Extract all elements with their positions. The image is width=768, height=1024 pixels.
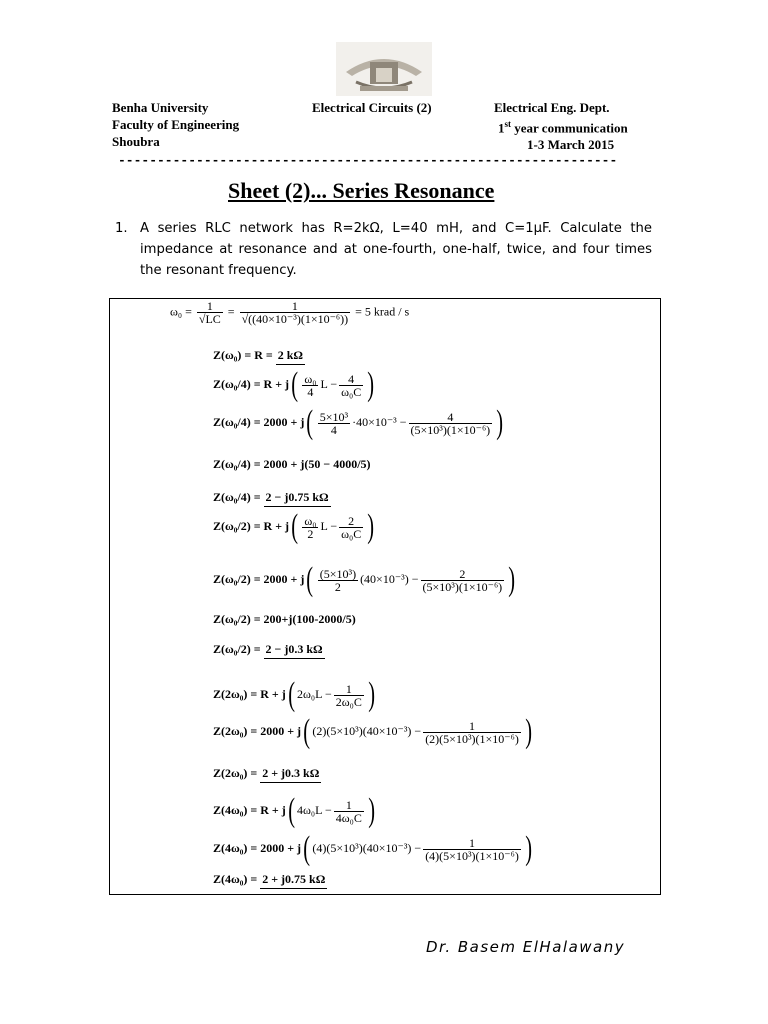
eq-half-1: Z(ω₀/2) = R + j( $\frac{\text{ω₀}}{2}$ L − $\frac{2}{\text{ω₀C}}$ ) — [213, 508, 375, 545]
sheet-title: Sheet (2)... Series Resonance — [228, 178, 495, 203]
campus-name: Shoubra — [112, 134, 160, 149]
eq-half-result: Z(ω₀/2) = 2 − j0.3 kΩ — [213, 643, 325, 655]
solution-box — [109, 298, 661, 895]
author-signature: Dr. Basem ElHalawany — [426, 938, 626, 956]
header-right — [494, 99, 628, 153]
eq-half-3: Z(ω₀/2) = 200+j(100-2000/5) — [213, 612, 356, 626]
faculty-name: Faculty of Engineering — [112, 117, 240, 132]
course-name: Electrical Circuits (2) — [312, 100, 432, 115]
eq-half-2: Z(ω₀/2) = 2000 + j( $\frac{\text{(5×10³)}}{2}$ (40×10⁻³) − $\frac{2}{\text{(5×10³)(1×10⁻⁶)}}$ ) — [213, 561, 516, 598]
problem-number: 1. — [115, 221, 128, 236]
header-separator: ---------------------------------------------------------------- — [118, 153, 618, 168]
eq-four-result: Z(4ω₀) = 2 + j0.75 kΩ — [213, 873, 327, 885]
eq-twice-1: Z(2ω₀) = R + j( 2ω₀L − $\frac{1}{\text{2ω₀C}}$ ) — [213, 676, 375, 713]
header-left — [112, 99, 239, 150]
university-name: Benha University — [112, 100, 209, 115]
year-info: 1st year communication — [498, 119, 628, 136]
eq-z-resonance: Z(ω₀) = R = 2 kΩ — [213, 349, 305, 361]
eq-quarter-3: Z(ω₀/4) = 2000 + j(50 − 4000/5) — [213, 457, 371, 471]
eq-quarter-2: Z(ω₀/4) = 2000 + j( $\frac{\text{5×10³}}{4}$ ·40×10⁻³ − $\frac{4}{\text{(5×10³)(1×10⁻⁶)}}$ ) — [213, 404, 504, 441]
eq-twice-result: Z(2ω₀) = 2 + j0.3 kΩ — [213, 767, 321, 779]
date: 1-3 March 2015 — [527, 137, 615, 153]
department-name: Electrical Eng. Dept. — [494, 100, 610, 115]
eq-omega0: ω₀ = $\frac{1}{√LC}$ = $\frac{1}{\text{√((40×10⁻³)(1×10⁻⁶))}}$ = 5 krad / s — [170, 299, 410, 326]
eq-quarter-result: Z(ω₀/4) = 2 − j0.75 kΩ — [213, 491, 331, 503]
eq-four-1: Z(4ω₀) = R + j( 4ω₀L − $\frac{1}{\text{4ω₀C}}$ ) — [213, 792, 375, 829]
university-logo — [336, 42, 432, 96]
problem-text: A series RLC network has R=2kΩ, L=40 mH, and C=1μF. Calculate the impedance at resonance and at one-fourth, one-half, twice, and four times the resonant frequency. — [140, 221, 652, 278]
eq-quarter-1: Z(ω₀/4) = R + j( $\frac{\text{ω₀}}{4}$ L − $\frac{4}{\text{ω₀C}}$ ) — [213, 366, 375, 403]
eq-four-2: Z(4ω₀) = 2000 + j( (4)(5×10³)(40×10⁻³) − $\frac{1}{\text{(4)(5×10³)(1×10⁻⁶)}}$ ) — [213, 830, 532, 867]
eq-twice-2: Z(2ω₀) = 2000 + j( (2)(5×10³)(40×10⁻³) − $\frac{1}{\text{(2)(5×10³)(1×10⁻⁶)}}$ ) — [213, 713, 532, 750]
